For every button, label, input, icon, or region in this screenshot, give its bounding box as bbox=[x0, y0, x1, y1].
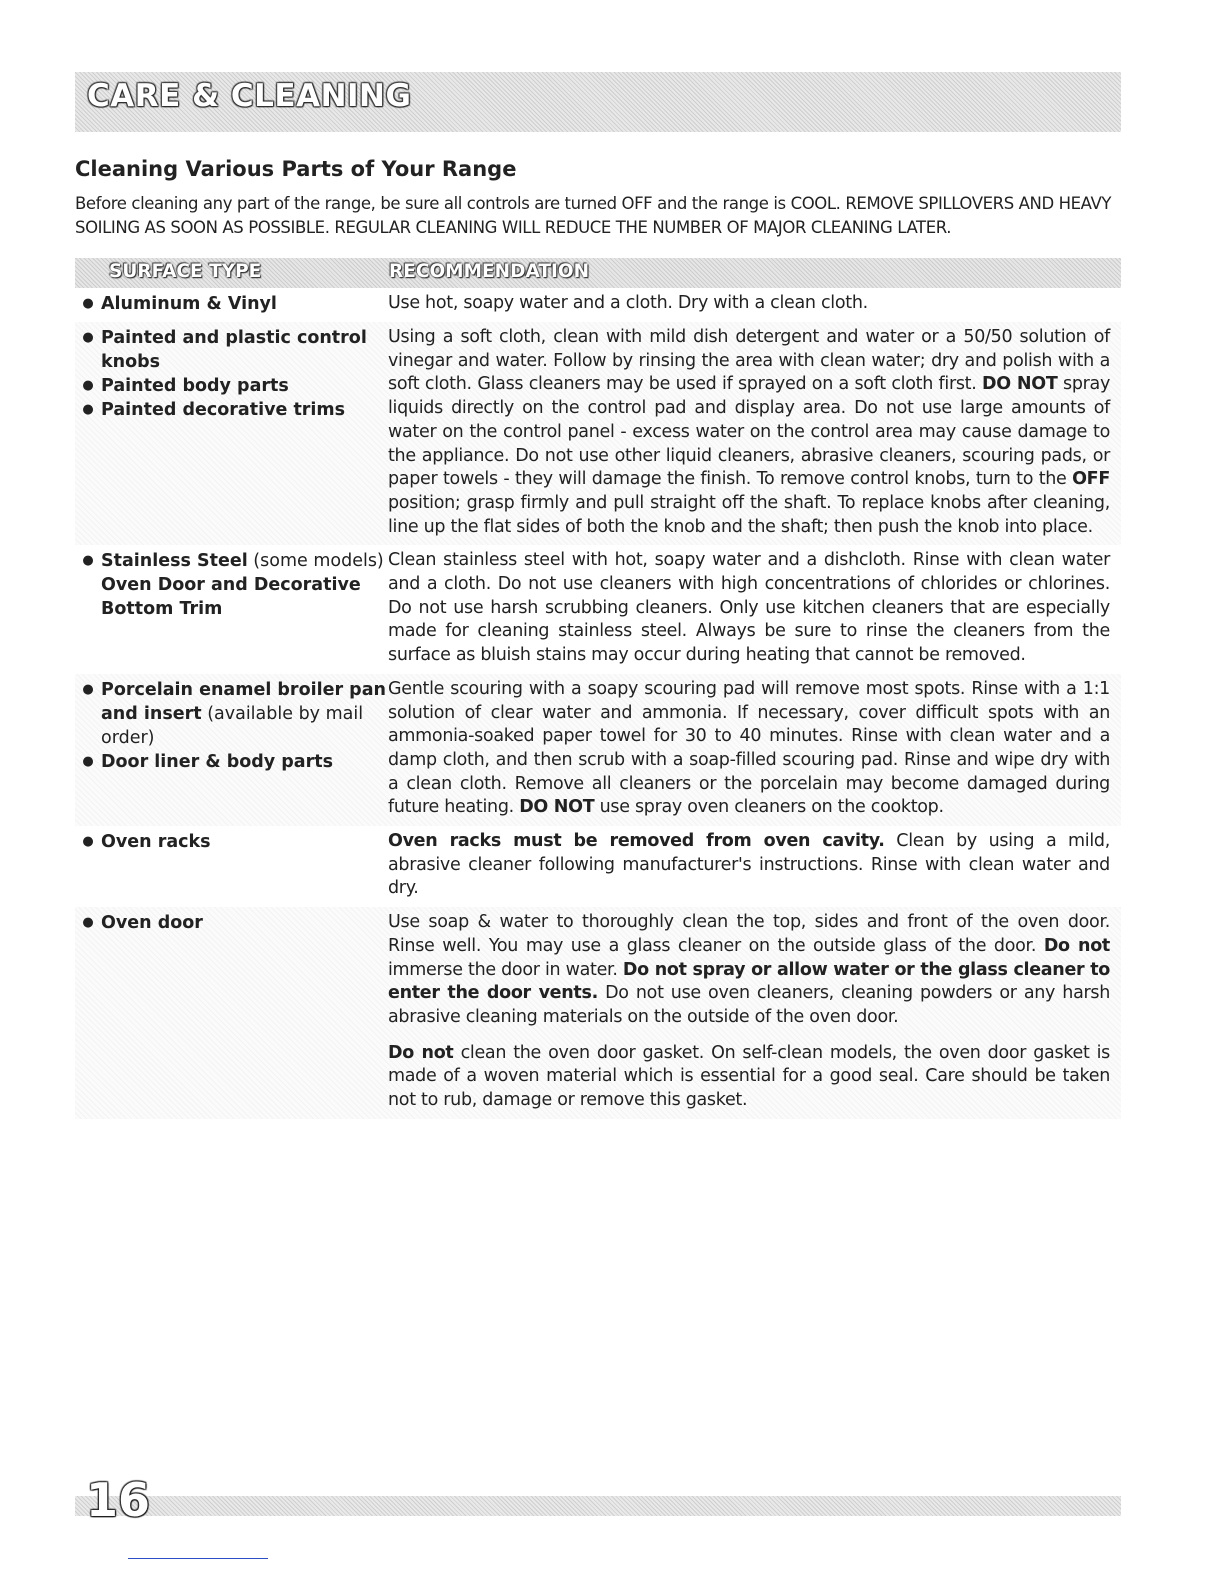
surface-item-text bbox=[101, 750, 388, 774]
emphasis-text: Oven racks must be removed from oven cavity. bbox=[388, 831, 885, 852]
table-row bbox=[75, 826, 1121, 907]
cleaning-table bbox=[75, 258, 1121, 1119]
surface-name: Oven door bbox=[101, 913, 203, 934]
surface-item bbox=[75, 678, 388, 750]
recommendation-text: clean the oven door gasket. On self-clean models, the oven door gasket is made of a woven material which is essential for a good seal. Care should be taken not to rub, damage or remove this gasket. bbox=[388, 1042, 1110, 1111]
bullet-icon: ● bbox=[82, 378, 94, 393]
surface-item-text bbox=[101, 911, 388, 935]
table-row bbox=[75, 322, 1121, 545]
surface-item bbox=[75, 292, 388, 316]
emphasis-text: DO NOT bbox=[519, 797, 595, 818]
surface-name: Stainless Steel bbox=[101, 551, 248, 572]
intro-paragraph: Before cleaning any part of the range, be sure all controls are turned OFF and the range is COOL. REMOVE SPILLOVERS AND HEAVY SOILING AS SOON AS POSSIBLE. REGULAR CLEANING WILL REDUCE THE NUMBER OF MAJOR CLEANING LATER. bbox=[75, 194, 1112, 237]
recommendation-text: position; grasp firmly and pull straight off the shaft. To replace knobs after cleaning, line up the flat sides of both the knob and the shaft; then push the knob into place. bbox=[388, 492, 1110, 537]
surface-note: (some models) bbox=[247, 551, 384, 572]
bullet-icon: ● bbox=[82, 681, 94, 697]
surface-item-text bbox=[101, 292, 388, 316]
table-row bbox=[75, 907, 1121, 1119]
table-body bbox=[75, 288, 1121, 1119]
surface-item-text bbox=[101, 549, 388, 621]
bullet-icon: ● bbox=[82, 330, 94, 345]
table-row bbox=[75, 674, 1121, 826]
recommendation-cell bbox=[388, 292, 1110, 316]
surface-item-text bbox=[101, 830, 388, 854]
recommendation-paragraph bbox=[388, 911, 1110, 1030]
surface-type-cell bbox=[75, 830, 388, 901]
surface-name: Aluminum & Vinyl bbox=[101, 294, 277, 314]
recommendation-text: Use hot, soapy water and a cloth. Dry with a clean cloth. bbox=[388, 293, 868, 313]
table-row bbox=[75, 545, 1121, 674]
surface-item bbox=[75, 374, 388, 398]
header-banner bbox=[75, 72, 1121, 132]
recommendation-text: Do not use oven cleaners, cleaning powders or any harsh abrasive cleaning materials on the outside of the oven door. bbox=[388, 983, 1110, 1027]
recommendation-text: Gentle scouring with a soapy scouring pad will remove most spots. Rinse with a 1:1 solution of clear water and ammonia. If necessary, cover difficult spots with an ammonia-soaked paper towel for 30 to 40 minutes. Rinse with clean water and a damp cloth, and then scrub with a soap-filled scouring pad. Rinse and wipe dry with a clean cloth. Remove all cleaners or the porcelain may become damaged during future heating. bbox=[388, 678, 1110, 818]
surface-name: Door liner & body parts bbox=[101, 751, 334, 772]
recommendation-text: Clean by using a mild, abrasive cleaner following manufacturer's instructions. Rinse with clean water and dry. bbox=[388, 831, 1110, 899]
table-header bbox=[75, 258, 1121, 288]
bullet-icon: ● bbox=[82, 834, 94, 850]
emphasis-text: DO NOT bbox=[982, 374, 1058, 395]
recommendation-header: RECOMMENDATION bbox=[389, 261, 590, 282]
surface-type-cell bbox=[75, 549, 388, 668]
surface-item bbox=[75, 549, 388, 621]
surface-item bbox=[75, 830, 388, 854]
recommendation-text: Use soap & water to thoroughly clean the top, sides and front of the oven door. Rinse well. You may use a glass cleaner on the outside glass of the door. bbox=[388, 912, 1110, 956]
table-row bbox=[75, 288, 1121, 322]
surface-name: Oven Door and Decorative Bottom Trim bbox=[101, 575, 361, 620]
surface-name: Porcelain enamel broiler pan and insert bbox=[101, 679, 386, 724]
surface-item bbox=[75, 398, 388, 422]
page-number: 16 bbox=[86, 1473, 151, 1527]
recommendation-text: immerse the door in water. bbox=[388, 959, 623, 980]
surface-type-cell bbox=[75, 911, 388, 1113]
surface-item-text bbox=[101, 326, 388, 374]
recommendation-cell bbox=[388, 678, 1110, 820]
surface-item bbox=[75, 326, 388, 374]
surface-type-cell bbox=[75, 326, 388, 539]
surface-item-text bbox=[101, 678, 388, 750]
surface-name: Painted body parts bbox=[101, 376, 289, 396]
surface-type-cell bbox=[75, 678, 388, 820]
recommendation-paragraph bbox=[388, 678, 1110, 820]
emphasis-text: Do not spray or allow water or the glass cleaner to enter the door vents. bbox=[388, 959, 1110, 1004]
section-title: Cleaning Various Parts of Your Range bbox=[75, 157, 517, 181]
footer-rule bbox=[128, 1558, 268, 1559]
emphasis-text: Do not bbox=[1043, 935, 1110, 956]
surface-item-text bbox=[101, 374, 388, 398]
recommendation-cell bbox=[388, 911, 1110, 1113]
recommendation-paragraph bbox=[388, 830, 1110, 901]
surface-item bbox=[75, 911, 388, 935]
recommendation-text: Clean stainless steel with hot, soapy water and a dishcloth. Rinse with clean water and a cloth. Do not use cleaners with high concentrations of chlorides or chlorines. Do not use harsh scrubbing cleaners. Only use kitchen cleaners that are especially made for cleaning stainless steel. Always be sure to rinse the cleaners from the surface as bluish stains may occur during heating that cannot be removed. bbox=[388, 550, 1110, 666]
recommendation-text: use spray oven cleaners on the cooktop. bbox=[594, 797, 944, 818]
bullet-icon: ● bbox=[82, 296, 94, 311]
surface-type-header: SURFACE TYPE bbox=[109, 261, 262, 282]
recommendation-cell bbox=[388, 326, 1110, 539]
recommendation-text: spray liquids directly on the control pad and display area. Do not use large amounts of water on the control panel - excess water on the control area may cause damage to the appliance. Do not use other liquid cleaners, abrasive cleaners, scouring pads, or paper towels - they will damage the finish. To remove control knobs, turn to the bbox=[388, 374, 1111, 490]
surface-item-text bbox=[101, 398, 388, 422]
footer-bar bbox=[75, 1496, 1121, 1516]
recommendation-paragraph bbox=[388, 292, 1110, 316]
recommendation-paragraph bbox=[388, 549, 1110, 668]
page-title: CARE & CLEANING bbox=[87, 78, 412, 114]
bullet-icon: ● bbox=[82, 915, 94, 931]
recommendation-cell bbox=[388, 549, 1110, 668]
surface-name: Painted and plastic control knobs bbox=[101, 328, 367, 372]
recommendation-paragraph bbox=[388, 1042, 1110, 1113]
recommendation-paragraph bbox=[388, 326, 1110, 539]
surface-name: Oven racks bbox=[101, 832, 211, 853]
bullet-icon: ● bbox=[82, 402, 94, 417]
recommendation-text: Using a soft cloth, clean with mild dish detergent and water or a 50/50 solution of vinegar and water. Follow by rinsing the area with clean water; dry and polish with a soft cloth. Glass cleaners may be used if sprayed on a soft cloth first. bbox=[388, 327, 1110, 395]
emphasis-text: OFF bbox=[1072, 469, 1110, 490]
surface-item bbox=[75, 750, 388, 774]
recommendation-cell bbox=[388, 830, 1110, 901]
surface-type-cell bbox=[75, 292, 388, 316]
surface-note: (available by mail order) bbox=[101, 703, 364, 748]
surface-name: Painted decorative trims bbox=[101, 400, 346, 420]
emphasis-text: Do not bbox=[388, 1042, 454, 1063]
bullet-icon: ● bbox=[82, 553, 94, 569]
bullet-icon: ● bbox=[82, 753, 94, 769]
